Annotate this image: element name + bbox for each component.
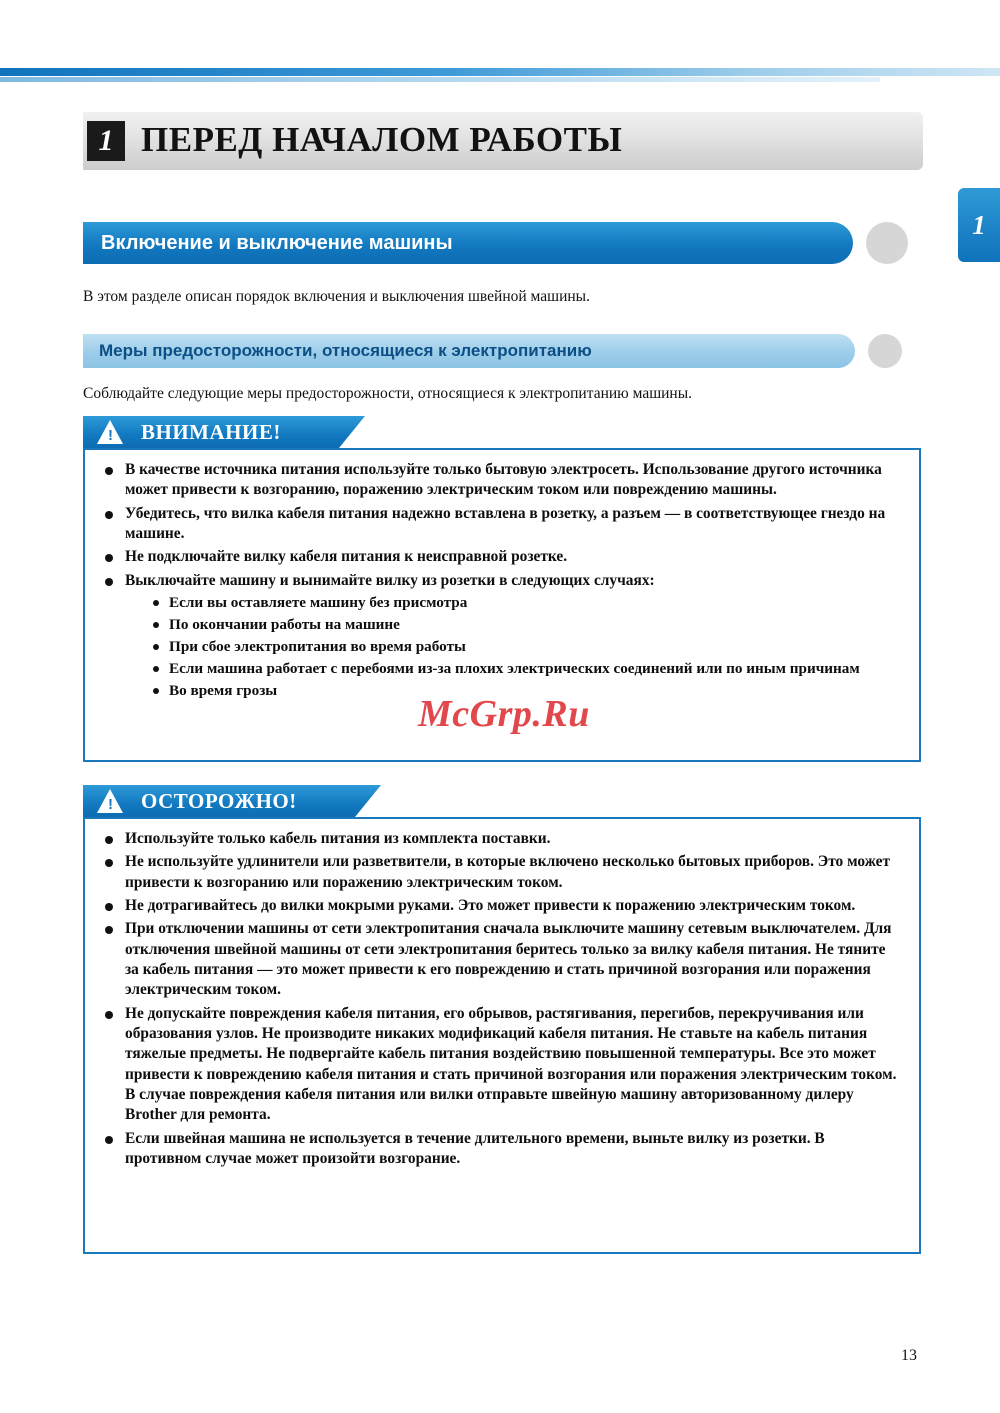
- list-item: При отключении машины от сети электропитания сначала выключите машину сетевым выключателем. Для отключения швейной машины от сети электропитания беритесь только за вилку кабеля питания. Не тяните за кабель питания — это может привести к его повреждению и стать причиной возгорания или поражения электрическим током.: [103, 919, 903, 1000]
- page-title: ПЕРЕД НАЧАЛОМ РАБОТЫ: [141, 120, 623, 159]
- subsection-heading-bar: [83, 334, 855, 368]
- page-header-rule: [0, 68, 1000, 88]
- list-item: По окончании работы на машине: [151, 615, 903, 635]
- list-item: Не дотрагивайтесь до вилки мокрыми руками. Это может привести к поражению электрическим током.: [103, 896, 903, 916]
- list-item-label: Выключайте машину и вынимайте вилку из розетки в следующих случаях:: [125, 571, 655, 589]
- list-item: В качестве источника питания используйте только бытовую электросеть. Использование другого источника может привести к возгоранию, поражению электрическим током или повреждению машины.: [103, 460, 903, 501]
- list-item: Не допускайте повреждения кабеля питания, его обрывов, растягивания, перегибов, перекручивания или образования узлов. Не производите никаких модификаций кабеля питания. Не ставьте на кабель питания тяжелые предметы. Не подвергайте кабель питания воздействию повышенной температуры. Все это может привести к повреждению кабеля питания и стать причиной возгорания или поражения электрическим током. В случае повреждения кабеля питания или вилки отправьте швейную машину авторизованному дилеру Brother для ремонта.: [103, 1004, 903, 1126]
- warning-banner-tail: [339, 416, 365, 448]
- chapter-number-badge: 1: [87, 121, 125, 161]
- subsection-heading-label: Меры предосторожности, относящиеся к электропитанию: [99, 341, 592, 360]
- section-heading-primary: [83, 222, 883, 264]
- caution-box: [83, 817, 921, 1254]
- caution-list: [85, 819, 919, 1184]
- section1-intro-text: В этом разделе описан порядок включения и выключения швейной машины.: [83, 288, 590, 305]
- page-number: 13: [901, 1347, 917, 1364]
- warning-banner: [83, 416, 363, 448]
- warning-list: [85, 450, 919, 716]
- caution-banner-tail: [355, 785, 381, 817]
- list-item: Не используйте удлинители или разветвители, в которые включено несколько бытовых приборов. Это может привести к возгоранию или поражению электрическим током.: [103, 852, 903, 893]
- warning-exclamation-icon: !: [108, 427, 113, 444]
- section-heading-bar: [83, 222, 853, 264]
- section-heading-dot: [866, 222, 908, 264]
- caution-exclamation-icon: !: [108, 796, 113, 813]
- caution-label: ОСТОРОЖНО!: [141, 789, 297, 813]
- section-heading-label: Включение и выключение машины: [101, 232, 453, 254]
- chapter-side-tab-label: 1: [972, 210, 986, 240]
- warning-sublist: [125, 593, 903, 701]
- header-rule-secondary: [0, 77, 880, 82]
- chapter-heading: [83, 112, 923, 170]
- list-item: Если машина работает с перебоями из-за плохих электрических соединений или по иным причинам: [151, 659, 903, 679]
- list-item: Если швейная машина не используется в течение длительного времени, выньте вилку из розетки. В противном случае может произойти возгорание.: [103, 1129, 903, 1170]
- watermark: McGrp.Ru: [418, 693, 590, 735]
- header-rule-primary: [0, 68, 1000, 76]
- warning-label: ВНИМАНИЕ!: [141, 420, 281, 444]
- subsection-heading-dot: [868, 334, 902, 368]
- subsection-heading: [83, 334, 923, 368]
- chapter-side-tab: [958, 188, 1000, 262]
- section2-intro-text: Соблюдайте следующие меры предосторожности, относящиеся к электропитанию машины.: [83, 385, 693, 402]
- list-item: При сбое электропитания во время работы: [151, 637, 903, 657]
- list-item: Убедитесь, что вилка кабеля питания надежно вставлена в розетку, а разъем — в соответствующее гнездо на машине.: [103, 504, 903, 545]
- warning-box: [83, 448, 921, 762]
- list-item: [103, 571, 903, 702]
- list-item: Если вы оставляете машину без присмотра: [151, 593, 903, 613]
- list-item: Во время грозы: [151, 681, 903, 701]
- list-item: Не подключайте вилку кабеля питания к неисправной розетке.: [103, 547, 903, 567]
- caution-banner: [83, 785, 383, 817]
- list-item: Используйте только кабель питания из комплекта поставки.: [103, 829, 903, 849]
